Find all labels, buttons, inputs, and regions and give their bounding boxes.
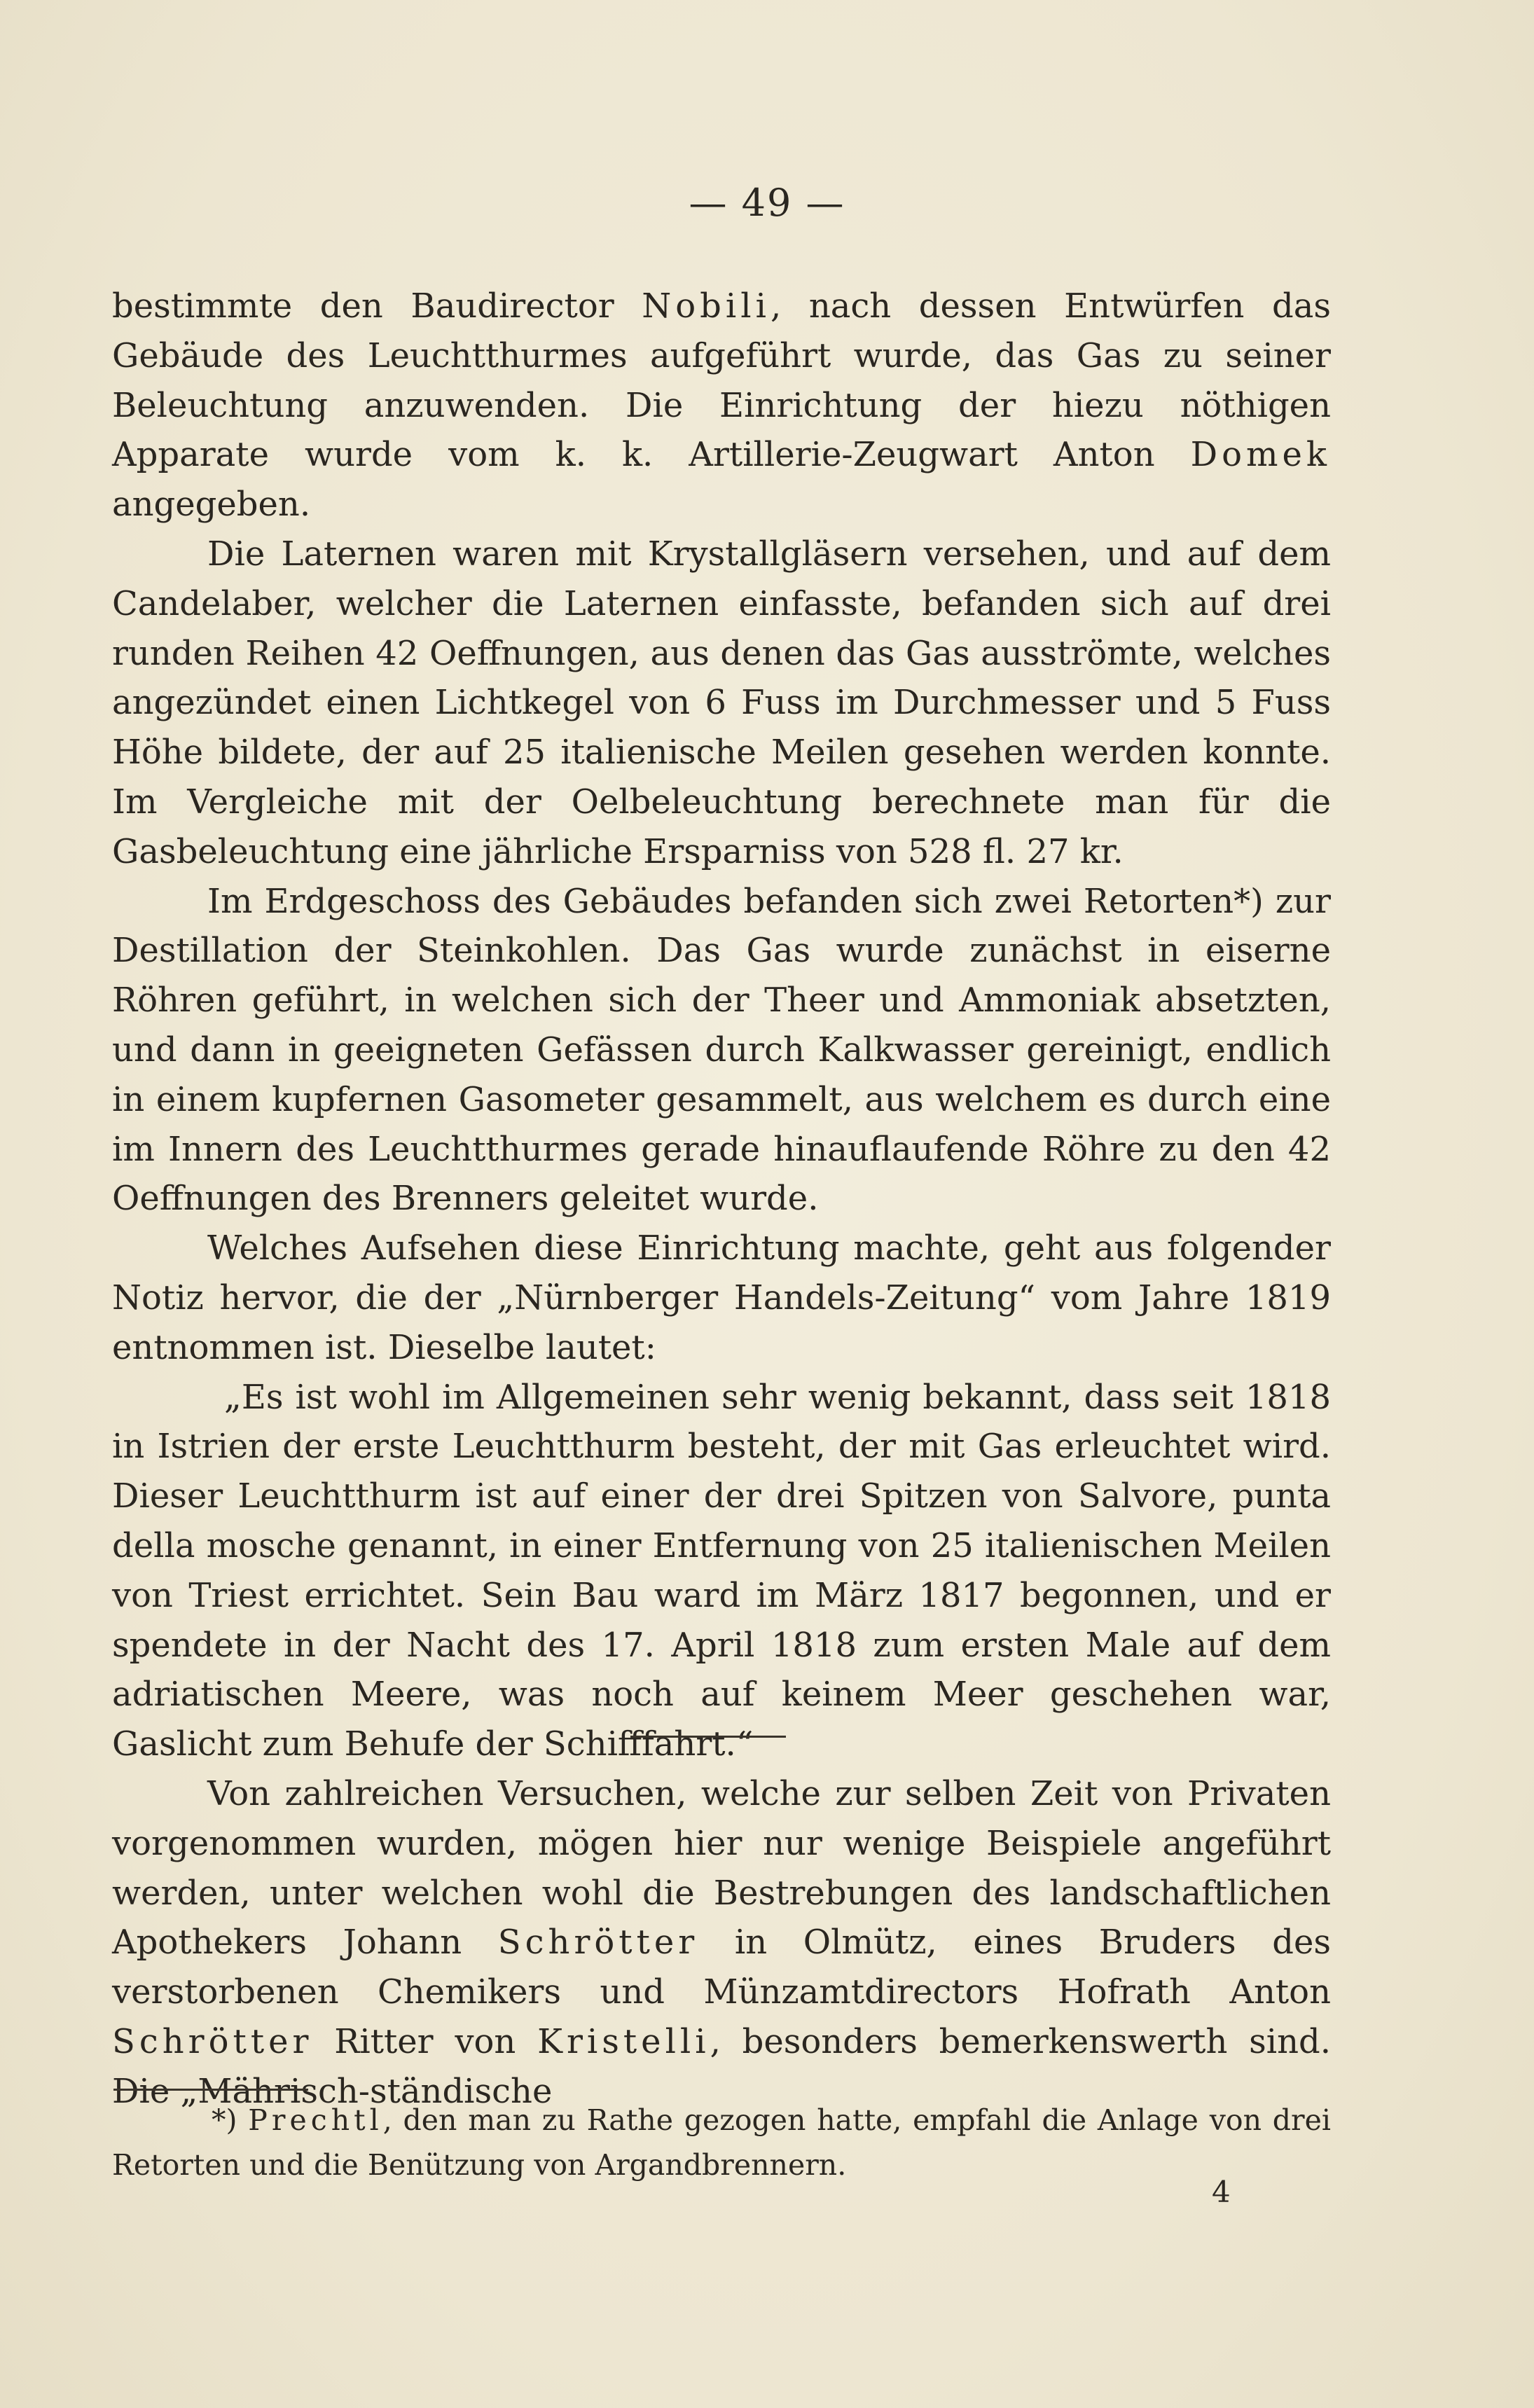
- text-run: , besonders bemerkenswerth sind. Die „Mährisch-ständische: [112, 2021, 1331, 2111]
- person-name: Prechtl: [248, 2103, 383, 2137]
- text-run: angegeben.: [112, 485, 311, 525]
- text-run: Ritter von: [312, 2021, 538, 2061]
- body-text-upper: [112, 282, 1331, 1769]
- signature-mark: 4: [1212, 2175, 1231, 2209]
- footnote-divider: [113, 2089, 308, 2091]
- paragraph-versuchen: [112, 1769, 1331, 2117]
- paragraph-erdgeschoss: Im Erdgeschoss des Gebäudes befanden sich zwei Retorten*) zur Destillation der Steinkohlen. Das Gas wurde zunächst in eiserne Röhren geführt, in welchen sich der Theer und Ammoniak absetzten, und dann in geeigneten Gefässen durch Kalkwasser gereinigt, endlich in einem kupfernen Gasometer gesammelt, aus welchem es durch eine im Innern des Leuchtthurmes gerade hinauflaufende Röhre zu den 42 Oeffnungen des Brenners geleitet wurde.: [112, 881, 1331, 1219]
- paragraph-aufsehen: Welches Aufsehen diese Einrichtung machte, geht aus folgender Notiz hervor, die der „Nürnberger Handels-Zeitung“ vom Jahre 1819 entnommen ist. Dieselbe lautet:: [112, 1229, 1331, 1367]
- paragraph-laternen: Die Laternen waren mit Krystallgläsern versehen, und auf dem Candelaber, welcher die Laternen einfasste, befanden sich auf drei runden Reihen 42 Oeffnungen, aus denen das Gas ausströmte, welches angezündet einen Lichtkegel von 6 Fuss im Durchmesser und 5 Fuss Höhe bildete, der auf 25 italienische Meilen gesehen werden konnte. Im Vergleiche mit der Oelbeleuchtung berechnete man für die Gasbeleuchtung eine jährliche Ersparniss von 528 fl. 27 kr.: [112, 534, 1331, 871]
- page-number: — 49 —: [689, 181, 845, 225]
- person-name: Domek: [1190, 435, 1331, 475]
- person-name: Kristelli: [537, 2021, 710, 2061]
- section-divider: [630, 1736, 786, 1738]
- person-name: Schrötter: [497, 1923, 699, 1963]
- footnote: [112, 2098, 1331, 2187]
- text-run: in Olmütz, eines Bruders des verstorbenen Chemikers und Münzamtdirectors Hofrath Anton: [112, 1923, 1332, 2012]
- person-name: Nobili: [642, 286, 771, 326]
- text-run: , den man zu Rathe gezogen hatte, empfahl die Anlage von drei Retorten und die Benützung von Argandbrennern.: [112, 2103, 1332, 2182]
- text-run: bestimmte den Baudirector: [112, 286, 642, 326]
- paragraph-quotation: „Es ist wohl im Allgemeinen sehr wenig bekannt, dass seit 1818 in Istrien der erste Leuchtthurm besteht, der mit Gas erleuchtet wird. Dieser Leuchtthurm ist auf einer der drei Spitzen von Salvore, punta della mosche genannt, in einer Entfernung von 25 italienischen Meilen von Triest errichtet. Sein Bau ward im März 1817 begonnen, und er spendete in der Nacht des 17. April 1818 zum ersten Male auf dem adriatischen Meere, was noch auf keinem Meer geschehen war, Gaslicht zum Behufe der Schifffahrt.“: [112, 1377, 1331, 1764]
- text-run: Von zahlreichen Versuchen, welche zur selben Zeit von Privaten vorgenommen wurden, mögen hier nur wenige Beispiele angeführt werden, unter welchen wohl die Bestrebungen des landschaftlichen Apothekers Johann: [112, 1774, 1331, 1963]
- body-text-lower: [112, 1769, 1331, 2117]
- footnote-text: [112, 2098, 1331, 2187]
- person-name: Schrötter: [112, 2021, 313, 2061]
- text-run: , nach dessen Entwürfen das Gebäude des Leuchtthurmes aufgeführt wurde, das Gas zu seiner Beleuchtung anzuwenden. Die Einrichtung der hiezu nöthigen Apparate wurde vom k. k. Artillerie-Zeugwart Anton: [112, 286, 1331, 475]
- footnote-mark: *): [212, 2103, 249, 2137]
- paragraph-continuation: [112, 282, 1331, 530]
